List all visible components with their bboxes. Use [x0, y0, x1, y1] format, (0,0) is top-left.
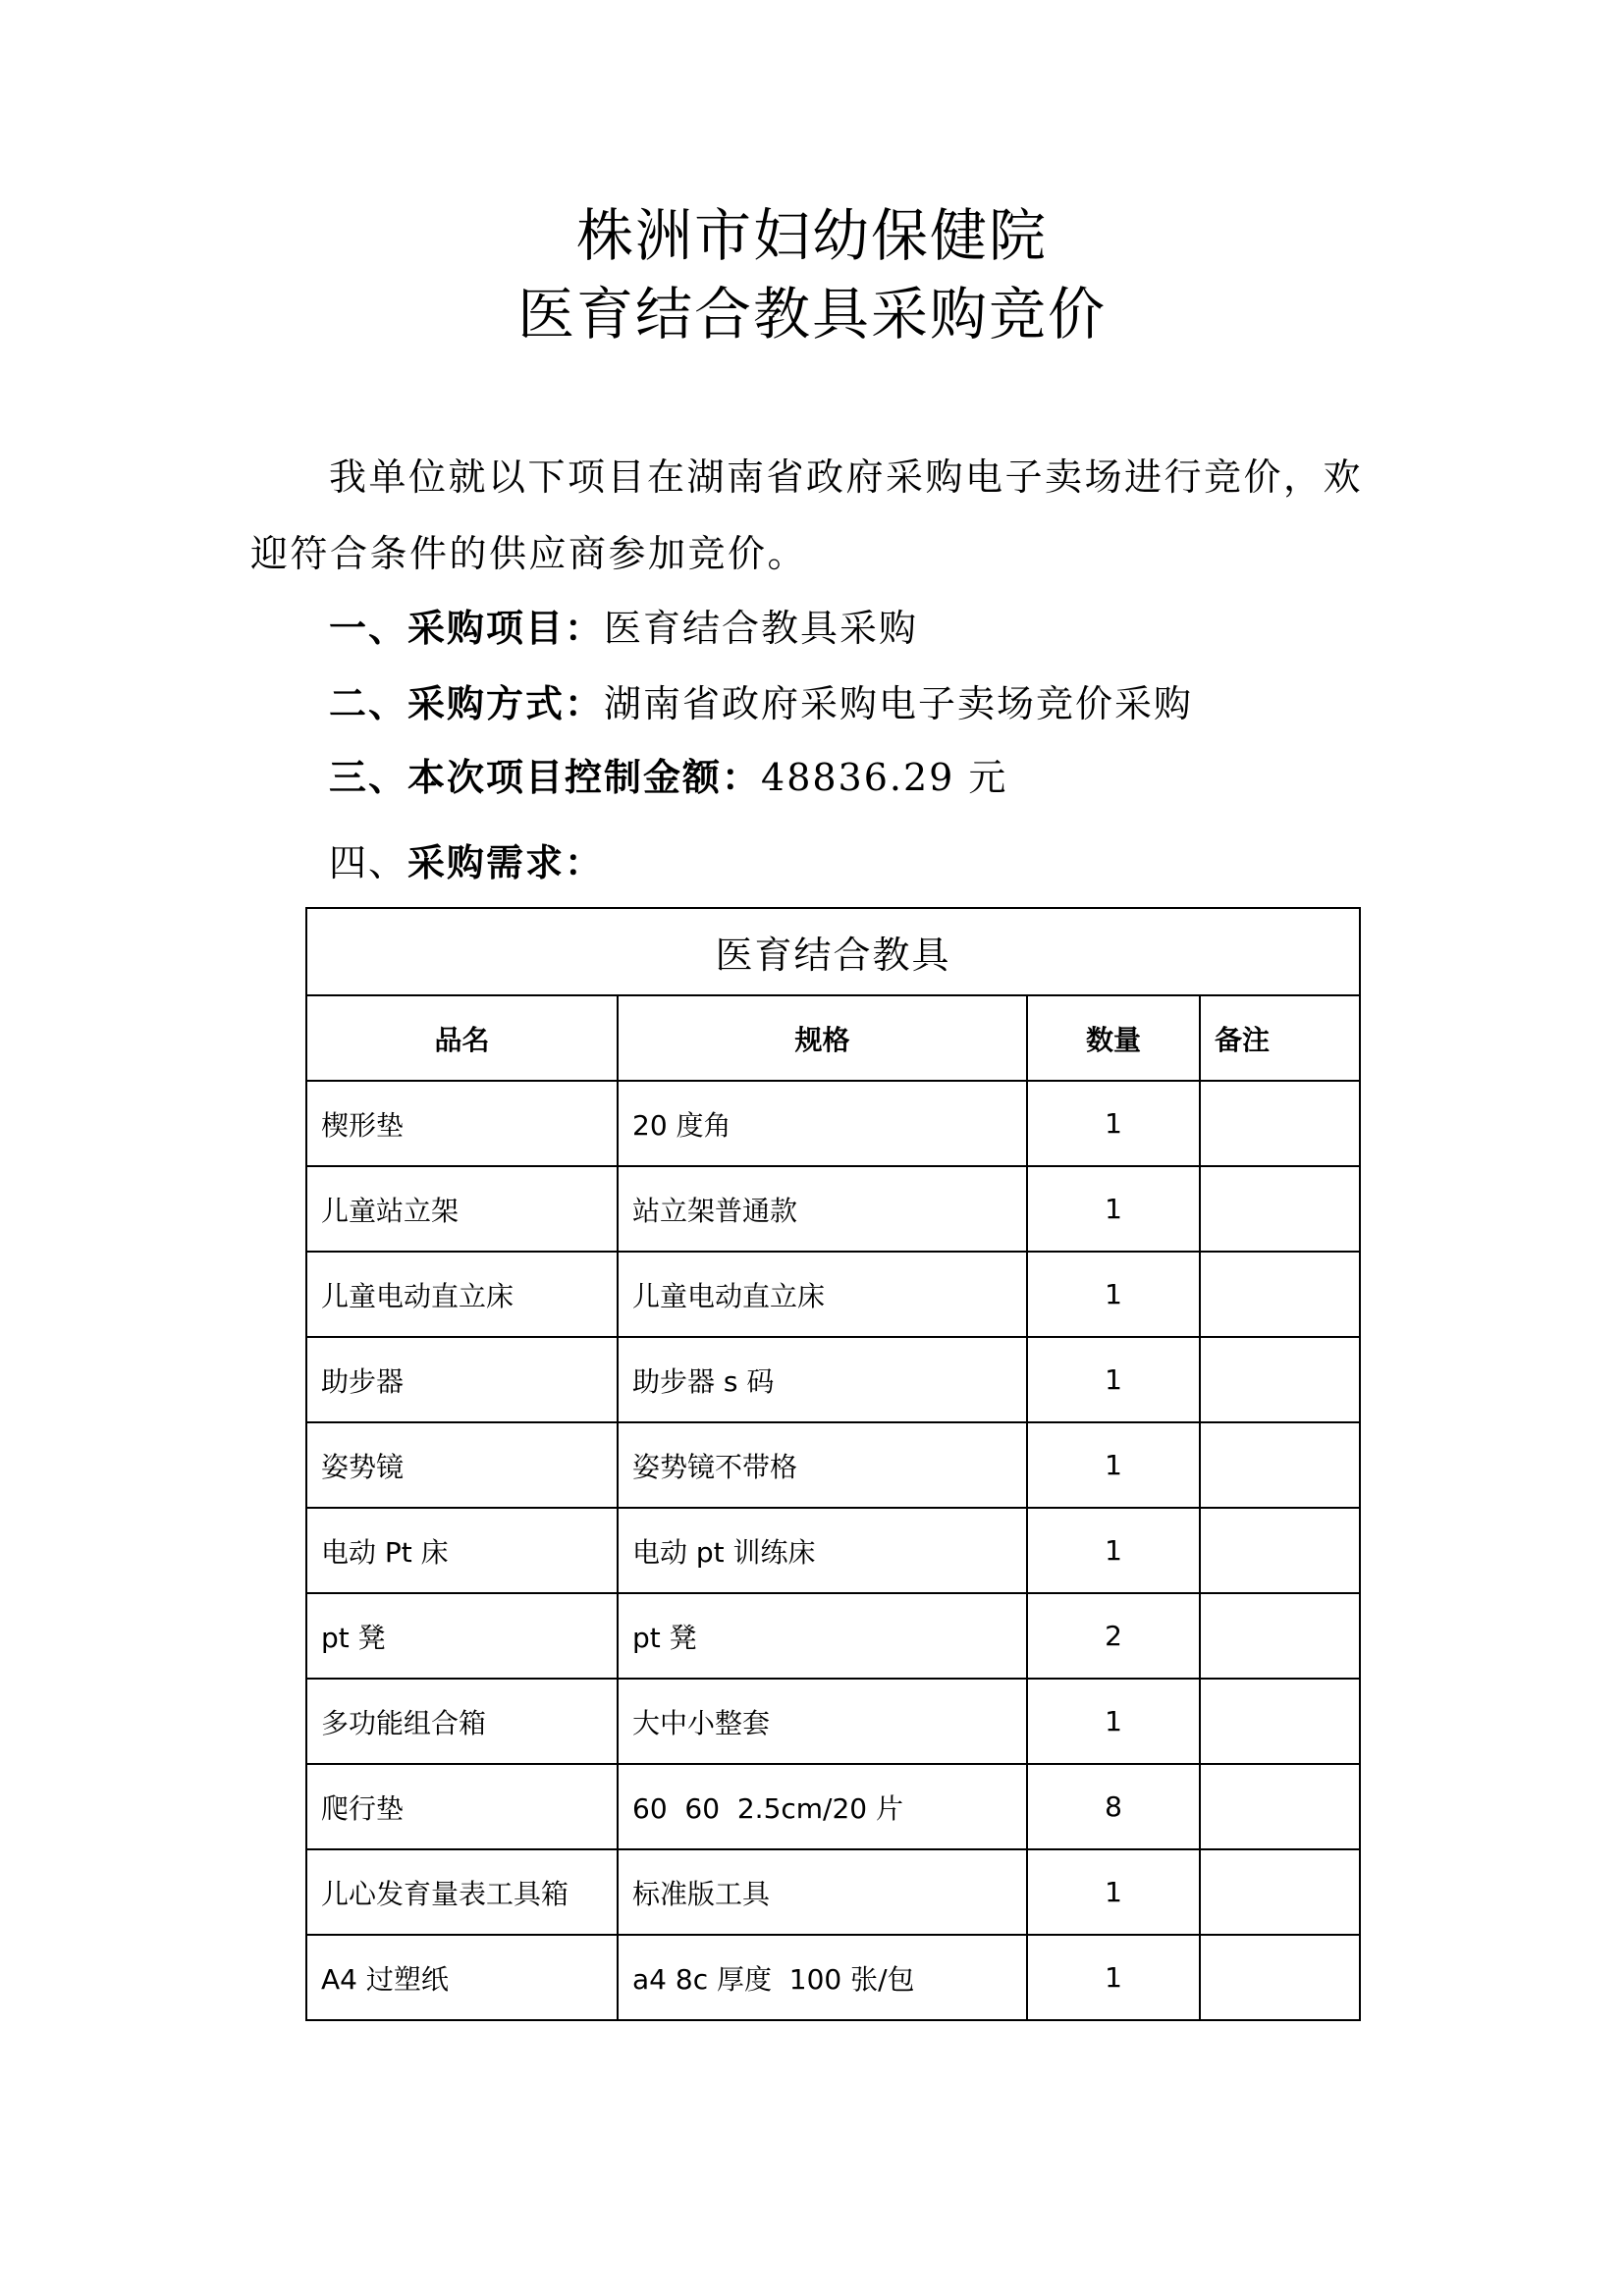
cell-name: pt 凳 — [306, 1593, 618, 1679]
cell-name: 儿心发育量表工具箱 — [306, 1849, 618, 1935]
cell-note — [1200, 1764, 1360, 1849]
table-row — [306, 1422, 1360, 1508]
header-qty: 数量 — [1027, 995, 1200, 1081]
cell-spec: a4 8c 厚度 100 张/包 — [618, 1935, 1027, 2020]
cell-qty: 1 — [1027, 1337, 1200, 1422]
table-row — [306, 1849, 1360, 1935]
table-row — [306, 1935, 1360, 2020]
table-row — [306, 1679, 1360, 1764]
cell-spec: 标准版工具 — [618, 1849, 1027, 1935]
cell-name: 助步器 — [306, 1337, 618, 1422]
cell-name: 爬行垫 — [306, 1764, 618, 1849]
item-label-prefix: 四、 — [329, 841, 408, 884]
table-row — [306, 1252, 1360, 1337]
table-row — [306, 1166, 1360, 1252]
intro-line1: 我单位就以下项目在湖南省政府采购电子卖场进行竞价，欢 — [329, 455, 1364, 499]
cell-spec: 20 度角 — [618, 1081, 1027, 1166]
cell-note — [1200, 1422, 1360, 1508]
table-row — [306, 1593, 1360, 1679]
item-value: 湖南省政府采购电子卖场竞价采购 — [604, 682, 1194, 725]
cell-note — [1200, 1849, 1360, 1935]
item-label: 三、本次项目控制金额： — [329, 755, 762, 799]
cell-spec: 大中小整套 — [618, 1679, 1027, 1764]
header-note: 备注 — [1200, 995, 1360, 1081]
cell-note — [1200, 1081, 1360, 1166]
item-control-amount — [329, 754, 1007, 801]
item-procurement-project — [329, 605, 918, 652]
cell-name: 儿童站立架 — [306, 1166, 618, 1252]
cell-note — [1200, 1166, 1360, 1252]
cell-note — [1200, 1935, 1360, 2020]
cell-spec: 60 60 2.5cm/20 片 — [618, 1764, 1027, 1849]
cell-spec: 助步器 s 码 — [618, 1337, 1027, 1422]
cell-name: 楔形垫 — [306, 1081, 618, 1166]
table-row — [306, 1081, 1360, 1166]
cell-qty: 1 — [1027, 1849, 1200, 1935]
cell-qty: 1 — [1027, 1081, 1200, 1166]
item-label: 二、采购方式： — [329, 681, 605, 725]
item-procurement-requirements — [329, 839, 604, 886]
table-row — [306, 1337, 1360, 1422]
table-header-row — [306, 995, 1360, 1081]
item-procurement-method — [329, 680, 1193, 727]
item-value: 医育结合教具采购 — [604, 607, 919, 650]
cell-qty: 1 — [1027, 1679, 1200, 1764]
item-label: 一、采购项目： — [329, 606, 605, 650]
cell-name: 电动 Pt 床 — [306, 1508, 618, 1593]
cell-qty: 1 — [1027, 1935, 1200, 2020]
document-title-line2: 医育结合教具采购竞价 — [516, 281, 1107, 347]
header-spec: 规格 — [618, 995, 1027, 1081]
cell-note — [1200, 1508, 1360, 1593]
cell-name: 多功能组合箱 — [306, 1679, 618, 1764]
cell-qty: 1 — [1027, 1252, 1200, 1337]
cell-spec: pt 凳 — [618, 1593, 1027, 1679]
requirements-table — [305, 907, 1361, 2021]
cell-spec: 电动 pt 训练床 — [618, 1508, 1027, 1593]
header-name: 品名 — [306, 995, 618, 1081]
cell-spec: 姿势镜不带格 — [618, 1422, 1027, 1508]
intro-line2: 迎符合条件的供应商参加竞价。 — [250, 532, 808, 575]
table-caption-row — [306, 908, 1360, 995]
cell-spec: 儿童电动直立床 — [618, 1252, 1027, 1337]
cell-note — [1200, 1337, 1360, 1422]
cell-note — [1200, 1679, 1360, 1764]
cell-qty: 8 — [1027, 1764, 1200, 1849]
cell-name: 儿童电动直立床 — [306, 1252, 618, 1337]
document-title-line1: 株洲市妇幼保健院 — [575, 202, 1048, 269]
item-value: 48836.29 元 — [761, 756, 1008, 799]
table-caption: 医育结合教具 — [306, 908, 1360, 995]
cell-qty: 1 — [1027, 1422, 1200, 1508]
table-row — [306, 1764, 1360, 1849]
cell-note — [1200, 1252, 1360, 1337]
cell-note — [1200, 1593, 1360, 1679]
table-row — [306, 1508, 1360, 1593]
cell-qty: 2 — [1027, 1593, 1200, 1679]
item-label: 采购需求： — [407, 840, 605, 884]
cell-qty: 1 — [1027, 1166, 1200, 1252]
cell-spec: 站立架普通款 — [618, 1166, 1027, 1252]
cell-name: 姿势镜 — [306, 1422, 618, 1508]
cell-qty: 1 — [1027, 1508, 1200, 1593]
cell-name: A4 过塑纸 — [306, 1935, 618, 2020]
